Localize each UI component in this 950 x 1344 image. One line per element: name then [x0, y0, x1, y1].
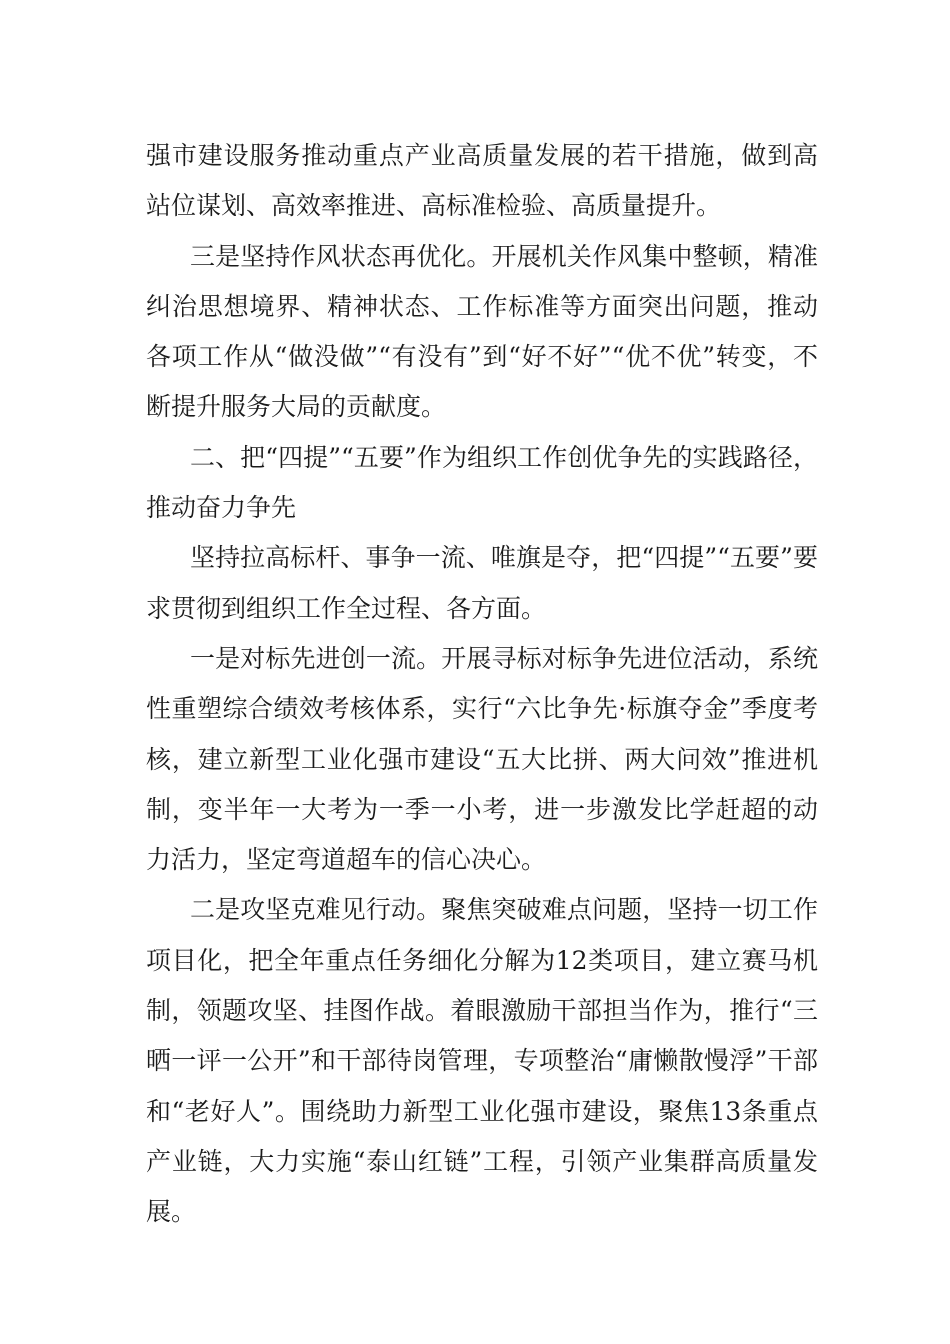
paragraph-style-optimization: 三是坚持作风状态再优化。开展机关作风集中整顿，精准纠治思想境界、精神状态、工作标准等方面突出问题，推动各项工作从“做没做”“有没有”到“好不好”“优不优”转变，不断提升服务大局的贡献度。	[146, 241, 818, 422]
paragraph-benchmark-first-class: 一是对标先进创一流。开展寻标对标争先进位活动，系统性重塑综合绩效考核体系，实行“六比争先·标旗夺金”季度考核，建立新型工业化强市建设“五大比拼、两大问效”推进机制，变半年一大考为一季一小考，进一步激发比学赶超的动力活力，坚定弯道超车的信心决心。	[146, 643, 818, 875]
paragraph-section-intro: 坚持拉高标杆、事争一流、唯旗是夺，把“四提”“五要”要求贯彻到组织工作全过程、各方面。	[146, 543, 818, 623]
paragraph-continuation: 强市建设服务推动重点产业高质量发展的若干措施，做到高站位谋划、高效率推进、高标准检验、高质量提升。	[146, 141, 818, 221]
paragraph-tackle-difficulties: 二是攻坚克难见行动。聚焦突破难点问题，坚持一切工作项目化，把全年重点任务细化分解为12类项目，建立赛马机制，领题攻坚、挂图作战。着眼激励干部担当作为，推行“三晒一评一公开”和干部待岗管理，专项整治“庸懒散慢浮”干部和“老好人”。围绕助力新型工业化强市建设，聚焦13条重点产业链，大力实施“泰山红链”工程，引领产业集群高质量发展。	[146, 895, 818, 1227]
section-heading-two: 二、把“四提”“五要”作为组织工作创优争先的实践路径，推动奋力争先	[146, 442, 818, 523]
document-body	[146, 131, 818, 1238]
